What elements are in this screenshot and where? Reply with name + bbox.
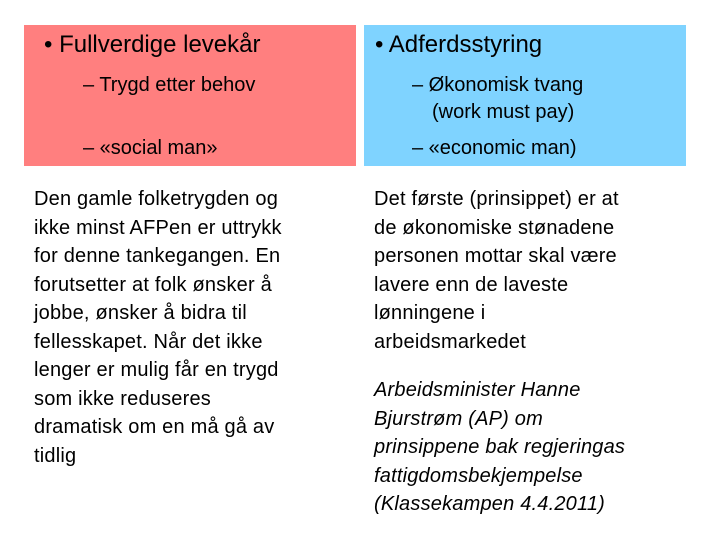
right-sub-item-1-continuation: (work must pay) — [432, 101, 575, 123]
left-body-paragraph: Den gamle folketrygden og ikke minst AFPen er uttrykk for denne tankegangen. En forutsetter at folk ønsker å jobbe, ønsker å bidra til fellesskapet. Når det ikke lenger er mulig får en trygd som ikke reduseres dramatisk om en må gå av tidlig — [34, 188, 282, 467]
right-body-paragraph: Det første (prinsippet) er at de økonomiske stønadene personen mottar skal være lavere enn de laveste lønningene i arbeidsmarkedet — [374, 188, 619, 353]
left-heading: • Fullverdige levekår — [44, 31, 261, 58]
left-sub-item-2: – «social man» — [83, 137, 218, 159]
right-heading: • Adferdsstyring — [375, 31, 543, 58]
right-quote-attribution: Arbeidsminister Hanne Bjurstrøm (AP) om prinsippene bak regjeringas fattigdomsbekjempelse (Klassekampen 4.4.2011) — [374, 379, 626, 515]
right-sub-item-1: – Økonomisk tvang — [412, 74, 584, 96]
right-sub-item-2: – «economic man) — [412, 137, 577, 159]
left-sub-item-1: – Trygd etter behov — [83, 74, 256, 96]
